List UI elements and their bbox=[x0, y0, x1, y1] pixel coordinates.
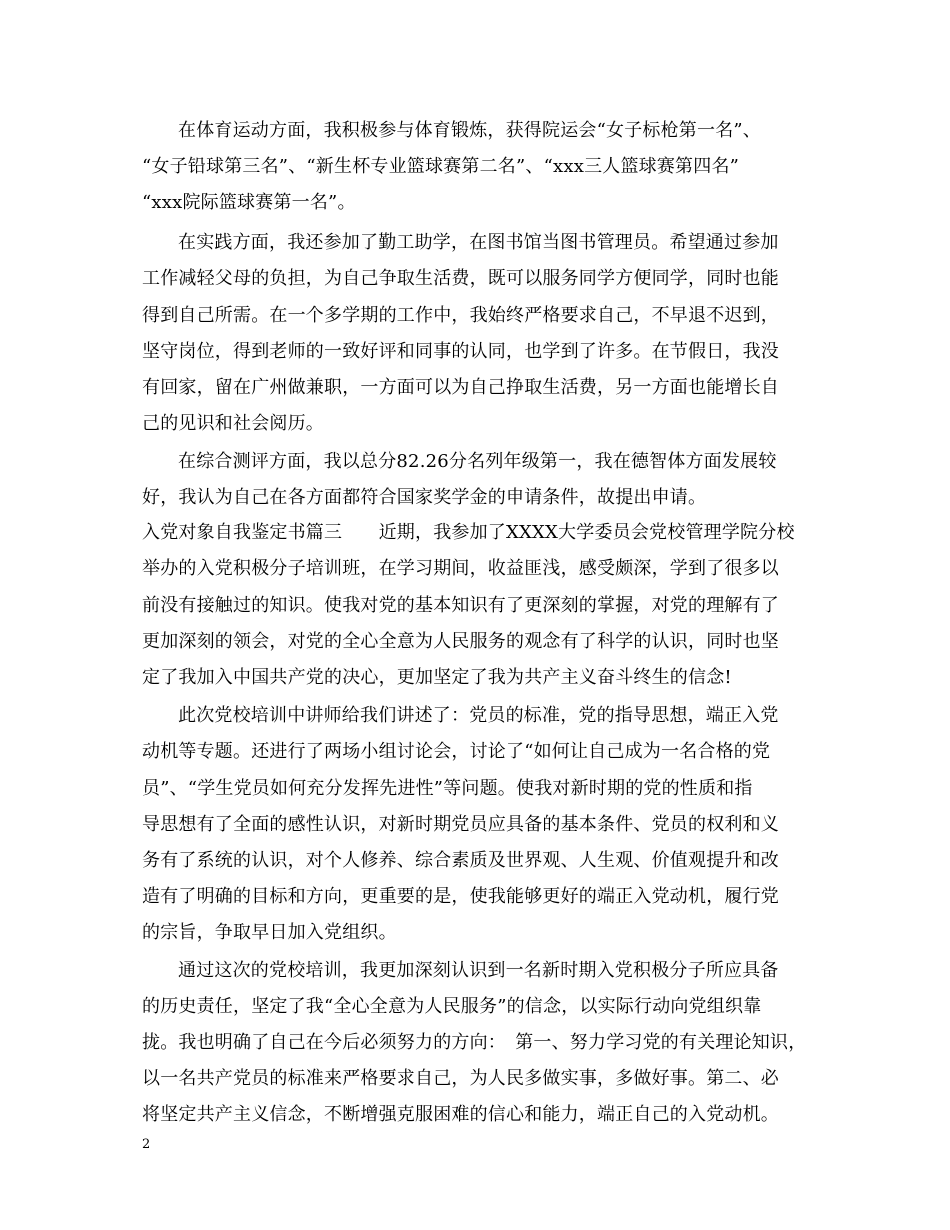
text-line: 此次党校培训中讲师给我们讲述了：党员的标准，党的指导思想，端正入党 bbox=[178, 705, 779, 726]
text-line: “女子铅球第三名”、“新生杯专业篮球赛第二名”、“xxx三人篮球赛第四名” bbox=[142, 156, 740, 177]
text-line: 更加深刻的领会，对党的全心全意为人民服务的观念有了科学的认识，同时也坚 bbox=[142, 631, 779, 652]
text-line: 前没有接触过的知识。使我对党的基本知识有了更深刻的掌握，对党的理解有了 bbox=[142, 595, 779, 616]
text-line: 将坚定共产主义信念，不断增强克服困难的信心和能力，端正自己的入党动机。 bbox=[142, 1104, 779, 1125]
text-line: 坚守岗位，得到老师的一致好评和同事的认同，也学到了许多。在节假日，我没 bbox=[142, 341, 779, 362]
text-line: 在综合测评方面，我以总分82.26分名列年级第一，我在德智体方面发展较 bbox=[178, 451, 777, 472]
text-line: 的宗旨，争取早日加入党组织。 bbox=[142, 922, 397, 943]
text-line: “xxx院际篮球赛第一名”。 bbox=[142, 192, 356, 213]
text-line: 导思想有了全面的感性认识，对新时期党员应具备的基本条件、党员的权利和义 bbox=[142, 814, 779, 835]
text-line: 员”、“学生党员如何充分发挥先进性”等问题。使我对新时期的党的性质和指 bbox=[142, 778, 753, 799]
text-line: 在体育运动方面，我积极参与体育锻炼，获得院运会“女子标枪第一名”、 bbox=[178, 120, 762, 141]
text-line: 工作减轻父母的负担，为自己争取生活费，既可以服务同学方便同学，同时也能 bbox=[142, 268, 779, 289]
text-line: 的历史责任，坚定了我“全心全意为人民服务”的信念，以实际行动向党组织靠 bbox=[142, 996, 762, 1017]
text-line: 定了我加入中国共产党的决心，更加坚定了我为共产主义奋斗终生的信念! bbox=[142, 667, 732, 688]
text-line: 通过这次的党校培训，我更加深刻认识到一名新时期入党积极分子所应具备 bbox=[178, 960, 779, 981]
text-line: 好，我认为自己在各方面都符合国家奖学金的申请条件，故提出申请。 bbox=[142, 487, 707, 508]
text-line: 己的见识和社会阅历。 bbox=[142, 413, 324, 434]
text-line: 有回家，留在广州做兼职，一方面可以为自己挣取生活费，另一方面也能增长自 bbox=[142, 377, 779, 398]
text-line: 务有了系统的认识，对个人修养、综合素质及世界观、人生观、价值观提升和改 bbox=[142, 850, 779, 871]
text-line: 动机等专题。还进行了两场小组讨论会，讨论了“如何让自己成为一名合格的党 bbox=[142, 741, 771, 762]
text-line: 在实践方面，我还参加了勤工助学，在图书馆当图书管理员。希望通过参加 bbox=[178, 232, 779, 253]
text-line: 以一名共产党员的标准来严格要求自己，为人民多做实事，多做好事。第二、必 bbox=[142, 1068, 779, 1089]
text-line: 入党对象自我鉴定书篇三 近期，我参加了XXXX大学委员会党校管理学院分校 bbox=[142, 522, 795, 543]
text-line: 造有了明确的目标和方向，更重要的是，使我能够更好的端正入党动机，履行党 bbox=[142, 886, 779, 907]
text-line: 举办的入党积极分子培训班，在学习期间，收益匪浅，感受颇深，学到了很多以 bbox=[142, 558, 779, 579]
text-line: 得到自己所需。在一个多学期的工作中，我始终严格要求自己，不早退不迟到， bbox=[142, 305, 779, 326]
page-number: 2 bbox=[142, 1137, 151, 1152]
text-line: 拢。我也明确了自己在今后必须努力的方向： 第一、努力学习党的有关理论知识， bbox=[142, 1032, 807, 1053]
